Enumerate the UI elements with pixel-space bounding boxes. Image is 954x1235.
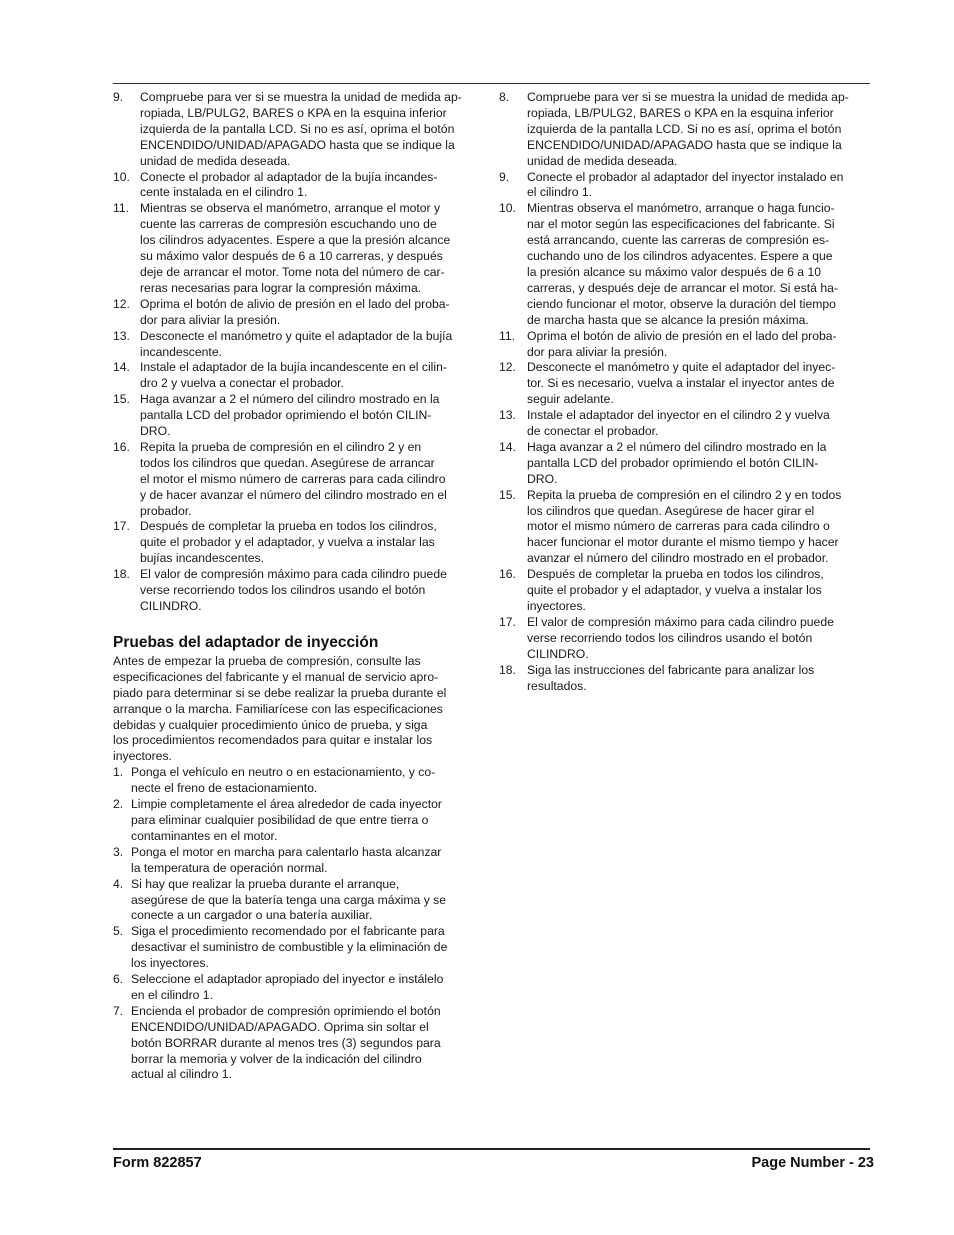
- list-item: [499, 201, 871, 328]
- list-item: [113, 797, 483, 845]
- item-text: Haga avanzar a 2 el número del cilindro mostrado en la pantalla LCD del probador oprimiendo el botón CILIN- DRO.: [527, 439, 827, 486]
- item-number: 13.: [499, 408, 516, 423]
- list-item: [113, 845, 483, 877]
- item-text: Mientras observa el manómetro, arranque o haga funcio- nar el motor según las especificaciones del fabricante. Si está arrancando, cuente las carreras de compresión es- cuchando uno de los cilindros adyacentes. Espere a que la presión alcance su máximo valor después de 6 a 10 carreras, y después deje de arrancar el motor. Si está ha- ciendo funcionar el motor, observe la duración del tiempo de marcha hasta que se alcance la presión máxima.: [527, 201, 838, 327]
- list-item: [113, 440, 483, 520]
- item-number: 1.: [113, 765, 124, 780]
- list-item: [113, 765, 483, 797]
- top-rule: [113, 83, 870, 84]
- item-text: Repita la prueba de compresión en el cilindro 2 y en todos los cilindros que quedan. Asegúrese de hacer girar el motor el mismo número de carreras para cada cilindro o hacer funcionar el motor durante el mismo tiempo y hacer avanzar el número del cilindro mostrado en el probador.: [527, 487, 842, 566]
- list-item: [113, 170, 483, 202]
- bottom-rule: [113, 1148, 870, 1150]
- item-text: Siga las instrucciones del fabricante para analizar los resultados.: [527, 662, 815, 693]
- item-number: 15.: [113, 392, 130, 407]
- list-item: [499, 615, 871, 663]
- list-item: [499, 488, 871, 568]
- item-text: Haga avanzar a 2 el número del cilindro mostrado en la pantalla LCD del probador oprimiendo el botón CILIN- DRO.: [140, 392, 440, 439]
- list-item: [113, 567, 483, 615]
- form-number: Form 822857: [113, 1155, 202, 1171]
- left-step-list: [113, 90, 483, 615]
- list-item: [113, 329, 483, 361]
- list-item: [499, 170, 871, 202]
- item-text: Encienda el probador de compresión oprimiendo el botón ENCENDIDO/UNIDAD/APAGADO. Oprima sin soltar el botón BORRAR durante al menos tres (3) segundos para borrar la memoria y volver de la indicación del cilindro actual al cilindro 1.: [131, 1003, 441, 1082]
- item-number: 11.: [499, 328, 516, 343]
- item-text: Ponga el vehículo en neutro o en estacionamiento, y co- necte el freno de estacionamiento.: [131, 765, 436, 796]
- list-item: [113, 201, 483, 296]
- right-column: [499, 90, 871, 694]
- item-text: Mientras se observa el manómetro, arranque el motor y cuente las carreras de compresión escuchando uno de los cilindros adyacentes. Espere a que la presión alcance su máximo valor después de 6 a 10 carreras, y después deje de arrancar el motor. Tome nota del número de car- reras necesarias para lograr la compresión máxima.: [140, 201, 451, 295]
- item-text: Después de completar la prueba en todos los cilindros, quite el probador y el adaptador, y vuelva a instalar los inyectores.: [527, 567, 824, 613]
- item-number: 17.: [113, 519, 130, 534]
- item-number: 11.: [113, 201, 130, 216]
- list-item: [113, 392, 483, 440]
- item-text: Instale el adaptador del inyector en el cilindro 2 y vuelva de conectar el probador.: [527, 408, 830, 439]
- item-text: Siga el procedimiento recomendado por el fabricante para desactivar el suministro de combustible y la eliminación de los inyectores.: [131, 924, 448, 971]
- list-item: [113, 297, 483, 329]
- item-number: 18.: [499, 662, 516, 677]
- item-number: 13.: [113, 328, 130, 343]
- list-item: [113, 90, 483, 170]
- item-text: Oprima el botón de alivio de presión en el lado del proba- dor para aliviar la presión.: [527, 328, 837, 359]
- item-number: 8.: [499, 90, 510, 104]
- item-text: El valor de compresión máximo para cada cilindro puede verse recorriendo todos los cilindros usando el botón CILINDRO.: [527, 614, 834, 661]
- item-number: 7.: [113, 1003, 124, 1018]
- item-text: Conecte el probador al adaptador del inyector instalado en el cilindro 1.: [527, 169, 844, 200]
- section-intro: Antes de empezar la prueba de compresión, consulte las especificaciones del fabricante y el manual de servicio apro- piado para determinar si se debe realizar la prueba durante el arranque o la marcha. Familiarícese con las especificaciones debidas y cualquier procedimiento único de prueba, y siga los procedimientos recomendados para quitar e instalar los inyectores.: [113, 653, 447, 764]
- item-number: 14.: [499, 439, 516, 454]
- list-item: [499, 440, 871, 488]
- section-heading: Pruebas del adaptador de inyección: [113, 633, 379, 651]
- item-text: Seleccione el adaptador apropiado del inyector e instálelo en el cilindro 1.: [131, 972, 444, 1002]
- item-text: Desconecte el manómetro y quite el adaptador de la bujía incandescente.: [140, 328, 453, 359]
- item-number: 12.: [499, 360, 516, 375]
- item-number: 5.: [113, 924, 124, 939]
- item-text: Compruebe para ver si se muestra la unidad de medida ap- ropiada, LB/PULG2, BARES o KPA en la esquina inferior izquierda de la pantalla LCD. Si no es así, oprima el botón ENCENDIDO/UNIDAD/APAGADO hasta que se indique la unidad de medida deseada.: [527, 90, 849, 168]
- list-item: [113, 924, 483, 972]
- item-number: 9.: [113, 90, 124, 104]
- list-item: [499, 90, 871, 170]
- item-text: Después de completar la prueba en todos los cilindros, quite el probador y el adaptador, y vuelva a instalar las bujías incandescentes.: [140, 519, 437, 566]
- item-text: Instale el adaptador de la bujía incandescente en el cilin- dro 2 y vuelva a conectar el probador.: [140, 360, 447, 391]
- item-text: Compruebe para ver si se muestra la unidad de medida ap- ropiada, LB/PULG2, BARES o KPA en la esquina inferior izquierda de la pantalla LCD. Si no es así, oprima el botón ENCENDIDO/UNIDAD/APAGADO hasta que se indique la unidad de medida deseada.: [140, 90, 462, 168]
- item-number: 3.: [113, 844, 124, 859]
- item-number: 18.: [113, 567, 130, 582]
- item-text: Conecte el probador al adaptador de la bujía incandes- cente instalada en el cilindro 1.: [140, 169, 438, 200]
- list-item: [113, 519, 483, 567]
- list-item: [113, 360, 483, 392]
- list-item: [499, 408, 871, 440]
- item-number: 16.: [113, 439, 130, 454]
- page-number: Page Number - 23: [751, 1155, 874, 1171]
- list-item: [499, 360, 871, 408]
- item-number: 10.: [113, 169, 130, 184]
- list-item: [113, 972, 483, 1004]
- left-column: [113, 90, 483, 1083]
- item-text: Repita la prueba de compresión en el cilindro 2 y en todos los cilindros que quedan. Asegúrese de arrancar el motor el mismo número de carreras para cada cilindro y de hacer avanzar el número del cilindro mostrado en el probador.: [140, 439, 447, 518]
- list-item: [499, 663, 871, 695]
- item-number: 4.: [113, 876, 124, 891]
- item-text: Desconecte el manómetro y quite el adaptador del inyec- tor. Si es necesario, vuelva a instalar el inyector antes de seguir adelante.: [527, 360, 836, 407]
- list-item: [499, 329, 871, 361]
- injector-step-list: [113, 765, 483, 1083]
- item-number: 14.: [113, 360, 130, 375]
- item-text: Limpie completamente el área alrededor de cada inyector para eliminar cualquier posibilidad de que entre tierra o contaminantes en el motor.: [131, 797, 442, 843]
- item-text: Oprima el botón de alivio de presión en el lado del proba- dor para aliviar la presión.: [140, 296, 450, 327]
- item-number: 10.: [499, 201, 516, 216]
- item-number: 15.: [499, 487, 516, 502]
- item-number: 9.: [499, 169, 510, 184]
- item-number: 16.: [499, 567, 516, 582]
- list-item: [499, 567, 871, 615]
- item-number: 17.: [499, 614, 516, 629]
- item-text: Ponga el motor en marcha para calentarlo hasta alcanzar la temperatura de operación normal.: [131, 844, 442, 875]
- item-text: El valor de compresión máximo para cada cilindro puede verse recorriendo todos los cilindros usando el botón CILINDRO.: [140, 567, 447, 613]
- right-step-list: [499, 90, 871, 694]
- item-text: Si hay que realizar la prueba durante el arranque, asegúrese de que la batería tenga una carga máxima y se conecte a un cargador o una batería auxiliar.: [131, 876, 447, 923]
- list-item: [113, 1004, 483, 1084]
- item-number: 6.: [113, 972, 124, 987]
- item-number: 12.: [113, 296, 130, 311]
- list-item: [113, 877, 483, 925]
- item-number: 2.: [113, 797, 124, 812]
